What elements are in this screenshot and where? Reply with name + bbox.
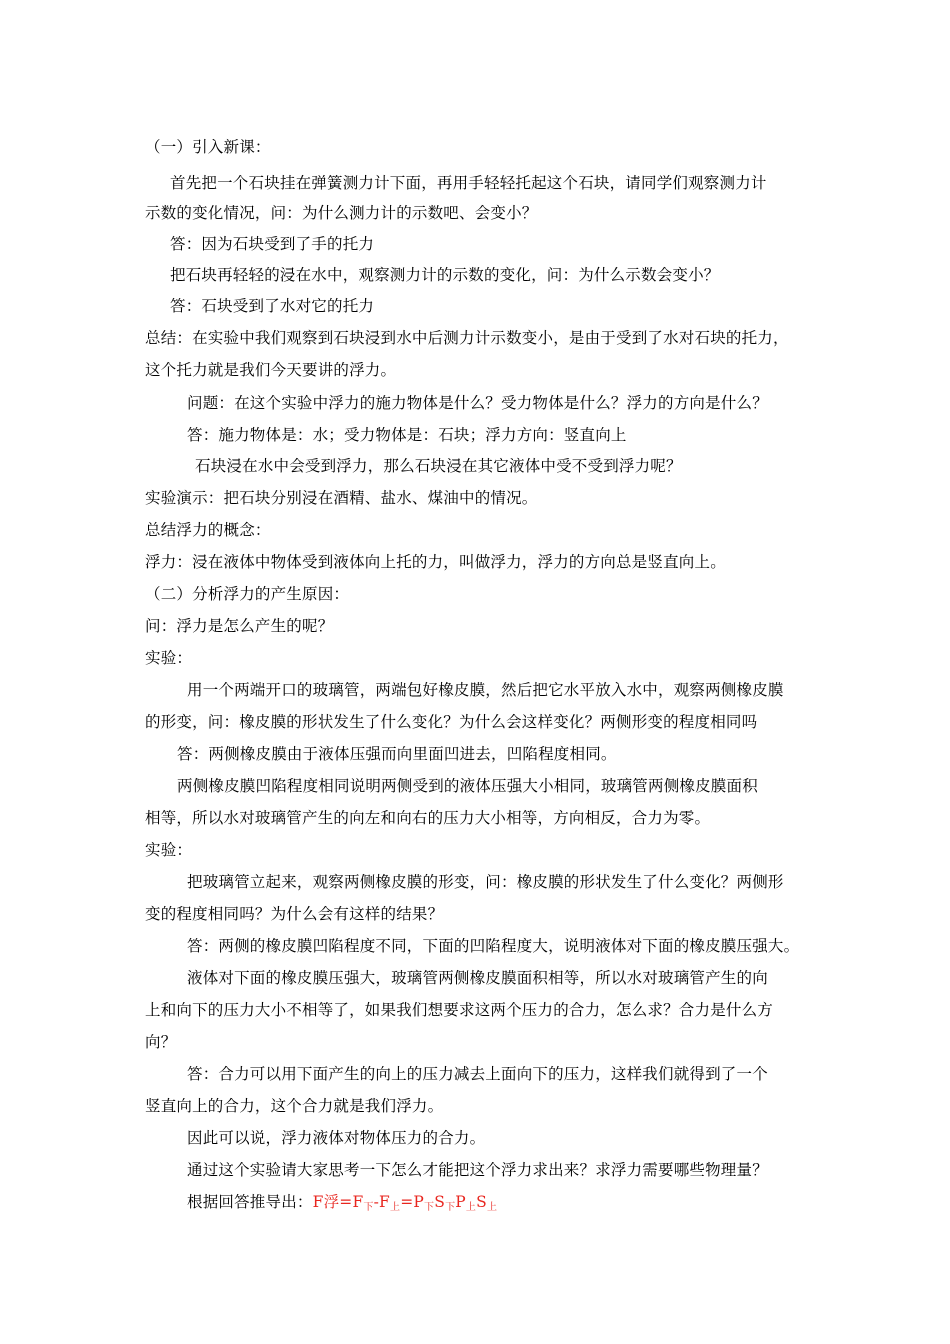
paragraph-line: 把石块再轻轻的浸在水中，观察测力计的示数的变化，问：为什么示数会变小？ [170,266,720,284]
paragraph-line: 实验演示：把石块分别浸在酒精、盐水、煤油中的情况。 [145,489,538,507]
derivation-label: 根据回答推导出： [187,1193,313,1211]
paragraph-line: 因此可以说，浮力液体对物体压力的合力。 [187,1129,486,1147]
buoyancy-formula: F浮=F下-F上=P下S下P上S上 [312,1193,498,1213]
definition-line: 浮力：浸在液体中物体受到液体向上托的力，叫做浮力，浮力的方向总是竖直向上。 [145,553,726,571]
paragraph-line: 示数的变化情况，问：为什么测力计的示数吧、会变小？ [145,204,538,222]
paragraph-line: 总结浮力的概念： [145,521,271,539]
summary-line: 这个托力就是我们今天要讲的浮力。 [145,361,397,379]
derivation-line [187,1192,497,1215]
question-line: 问题：在这个实验中浮力的施力物体是什么？受力物体是什么？浮力的方向是什么？ [187,394,768,412]
answer-line: 答：施力物体是：水；受力物体是：石块；浮力方向：竖直向上 [187,426,627,444]
answer-line: 答：合力可以用下面产生的向上的压力减去上面向下的压力，这样我们就得到了一个 [187,1065,768,1083]
paragraph-line: 用一个两端开口的玻璃管，两端包好橡皮膜，然后把它水平放入水中，观察两侧橡皮膜 [187,681,784,699]
answer-line: 答：石块受到了水对它的托力 [170,297,375,315]
experiment-label: 实验： [145,841,193,859]
paragraph-line: 相等，所以水对玻璃管产生的向左和向右的压力大小相等，方向相反，合力为零。 [145,809,711,827]
answer-line: 答：两侧橡皮膜由于液体压强而向里面凹进去，凹陷程度相同。 [177,745,617,763]
paragraph-line: 两侧橡皮膜凹陷程度相同说明两侧受到的液体压强大小相同，玻璃管两侧橡皮膜面积 [177,777,758,795]
summary-line: 总结：在实验中我们观察到石块浸到水中后测力计示数变小，是由于受到了水对石块的托力， [145,329,789,347]
paragraph-line: 向？ [145,1033,177,1051]
paragraph-line: 把玻璃管立起来，观察两侧橡皮膜的形变，问：橡皮膜的形状发生了什么变化？两侧形 [187,873,784,891]
section-heading-intro: （一）引入新课： [145,138,271,156]
question-line: 问：浮力是怎么产生的呢？ [145,617,334,635]
paragraph-line: 的形变，问：橡皮膜的形状发生了什么变化？为什么会这样变化？两侧形变的程度相同吗 [145,713,758,731]
paragraph-line: 石块浸在水中会受到浮力，那么石块浸在其它液体中受不受到浮力呢？ [195,457,682,475]
answer-line: 答：因为石块受到了手的托力 [170,235,375,253]
answer-line: 答：两侧的橡皮膜凹陷程度不同，下面的凹陷程度大，说明液体对下面的橡皮膜压强大。 [187,937,800,955]
paragraph-line: 上和向下的压力大小不相等了，如果我们想要求这两个压力的合力，怎么求？合力是什么方 [145,1001,774,1019]
paragraph-line: 变的程度相同吗？为什么会有这样的结果？ [145,905,444,923]
paragraph-line: 首先把一个石块挂在弹簧测力计下面，再用手轻轻托起这个石块，请同学们观察测力计 [170,174,767,192]
paragraph-line: 竖直向上的合力，这个合力就是我们浮力。 [145,1097,444,1115]
paragraph-line: 液体对下面的橡皮膜压强大，玻璃管两侧橡皮膜面积相等，所以水对玻璃管产生的向 [187,969,768,987]
section-heading-cause: （二）分析浮力的产生原因： [145,585,350,603]
paragraph-line: 通过这个实验请大家思考一下怎么才能把这个浮力求出来？求浮力需要哪些物理量？ [187,1161,768,1179]
experiment-label: 实验： [145,649,193,667]
